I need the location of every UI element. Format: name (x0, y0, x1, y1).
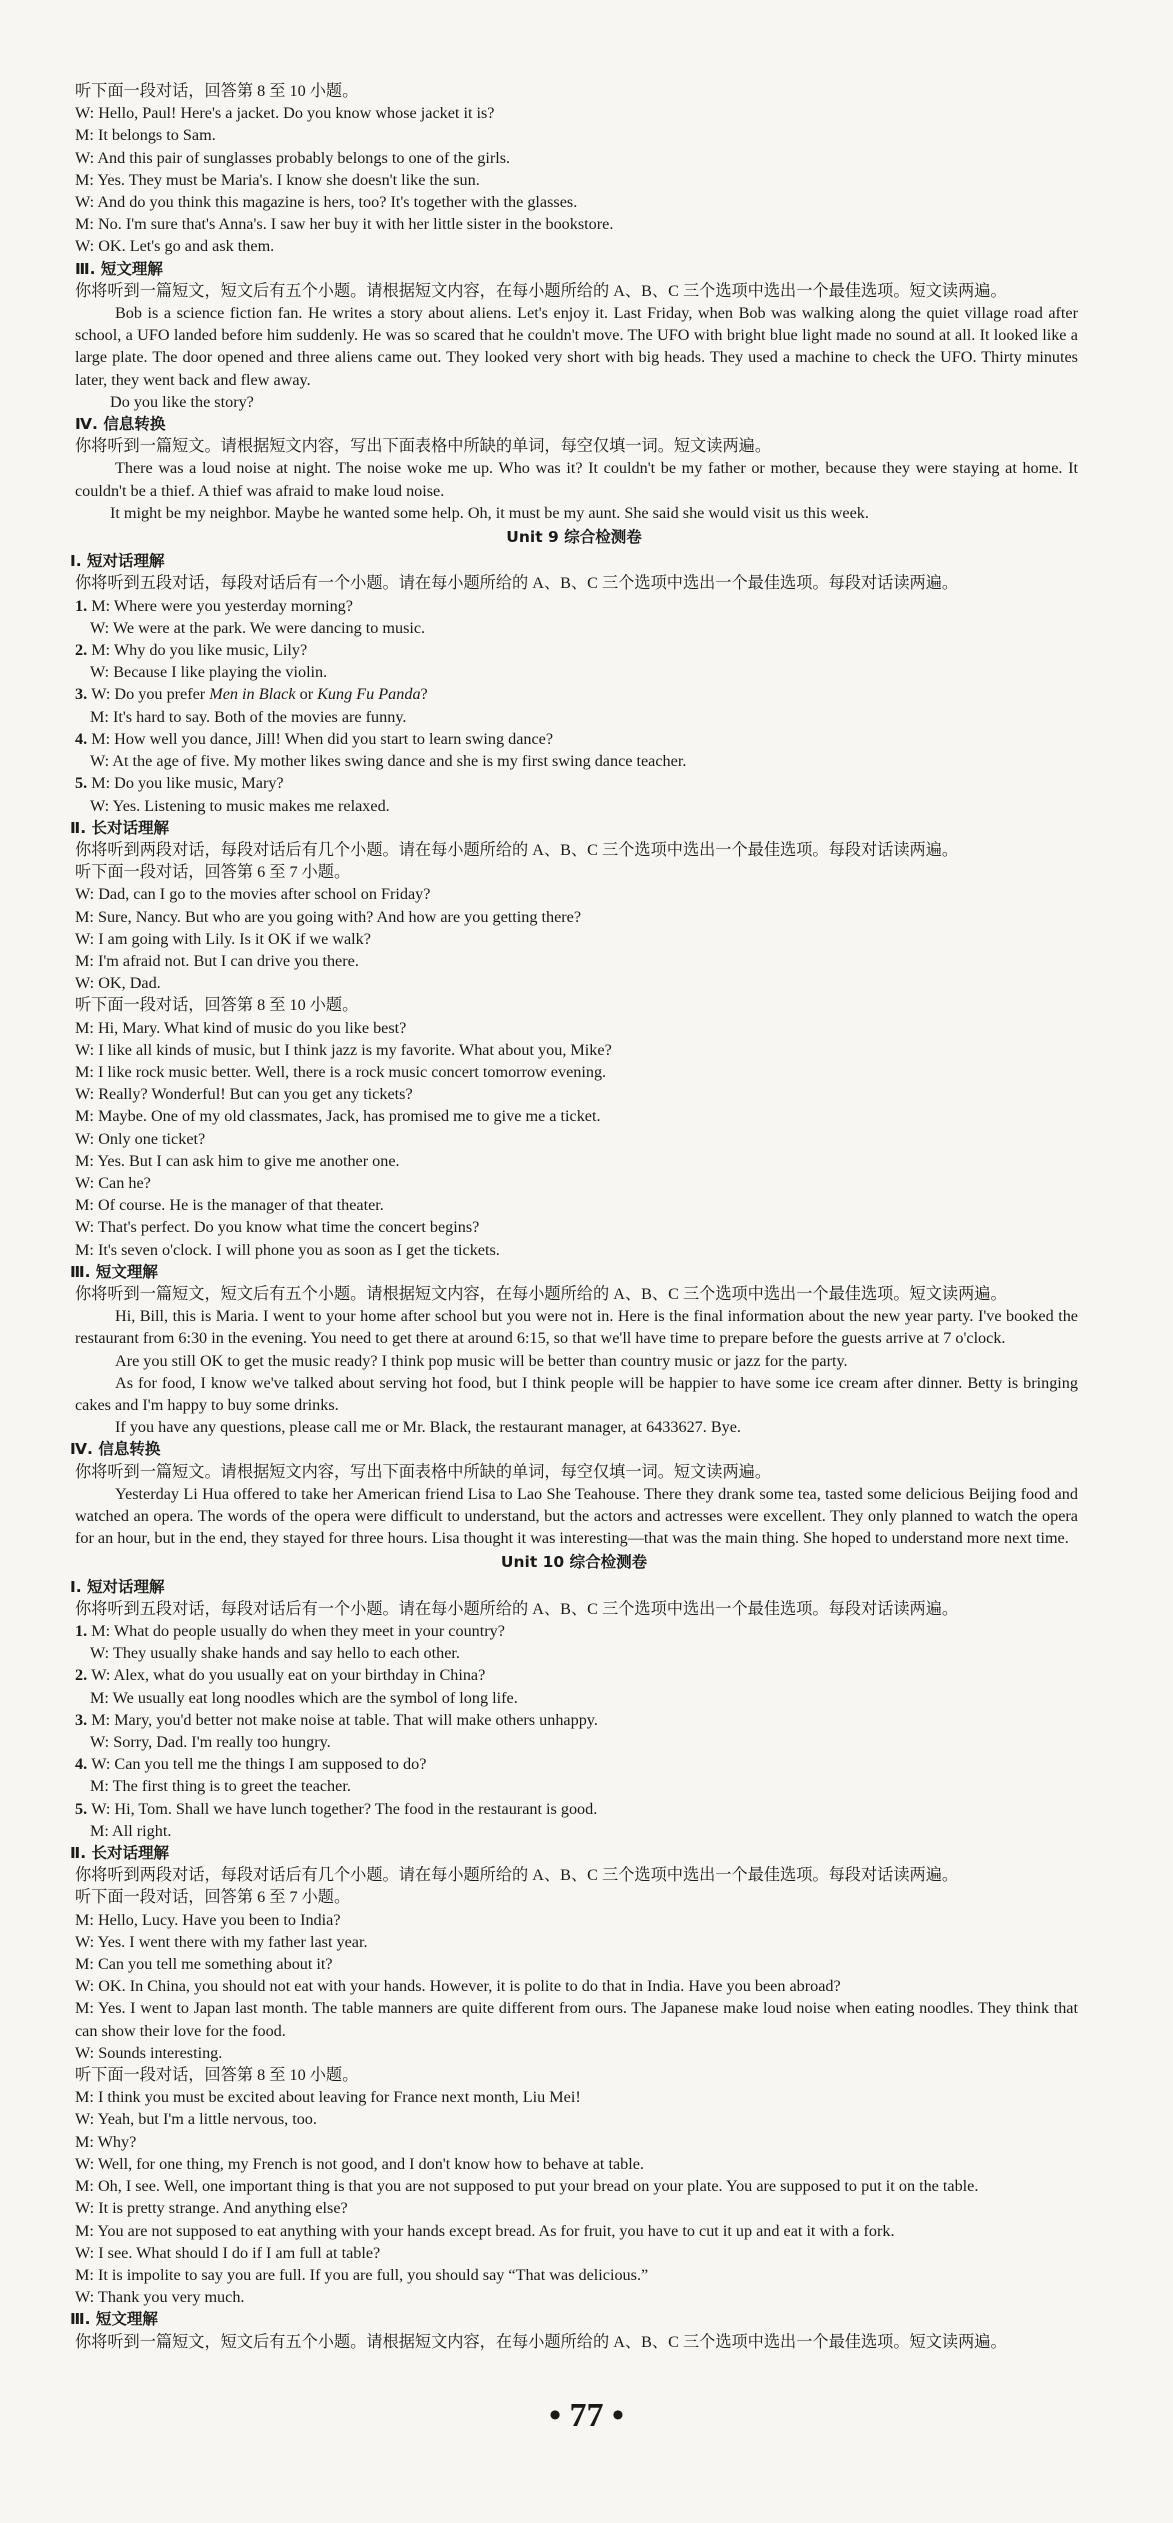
passage-paragraph: As for food, I know we've talked about serving hot food, but I think people will be happier to have some ice cream after dinner. Betty is bringing cakes and I'm happy to buy some drinks. (75, 1373, 1078, 1414)
dialogue-line: M: Of course. He is the manager of that theater. (75, 1196, 384, 1215)
dialogue-line: M: Yes. They must be Maria's. I know she doesn't like the sun. (75, 170, 480, 189)
dialogue-line: M: The first thing is to greet the teacher. (90, 1777, 351, 1796)
section-instruction: 你将听到一篇短文，短文后有五个小题。请根据短文内容，在每小题所给的 A、B、C 三个选项中选出一个最佳选项。短文读两遍。 (75, 1284, 1007, 1303)
dialogue-line: M: I'm afraid not. But I can drive you there. (75, 951, 359, 970)
question-item: 2. W: Alex, what do you usually eat on your birthday in China? (75, 1666, 486, 1685)
dialogue-line: M: It's seven o'clock. I will phone you as soon as I get the tickets. (75, 1240, 500, 1259)
dialogue-line: 听下面一段对话，回答第 6 至 7 小题。 (75, 863, 351, 882)
passage-paragraph: Do you like the story? (110, 392, 254, 411)
dialogue-line: W: It is pretty strange. And anything else? (75, 2199, 348, 2218)
section-instruction: 你将听到五段对话，每段对话后有一个小题。请在每小题所给的 A、B、C 三个选项中选出一个最佳选项。每段对话读两遍。 (75, 574, 959, 593)
dialogue-line: 听下面一段对话，回答第 6 至 7 小题。 (75, 1888, 351, 1907)
section-title: Ⅰ. 短对话理解 (70, 1577, 165, 1596)
dialogue-line: W: That's perfect. Do you know what time the concert begins? (75, 1218, 480, 1237)
section-title: Ⅲ. 短文理解 (70, 2310, 158, 2329)
dialogue-line: M: Hi, Mary. What kind of music do you like best? (75, 1018, 407, 1037)
unit-title: Unit 10 综合检测卷 (500, 1553, 648, 1572)
passage-paragraph: Hi, Bill, this is Maria. I went to your home after school but you were not in. Here is the final information about the new year party. I've booked the restaurant from 6:30 in the evening. You need to get there at around 6:15, so that we'll have time to prepare before the guests arrive at 7 o'clock. (75, 1307, 1078, 1348)
question-item: 1. M: What do people usually do when they meet in your country? (75, 1622, 505, 1641)
passage-paragraph: It might be my neighbor. Maybe he wanted some help. Oh, it must be my aunt. She said she would visit us this week. (110, 503, 869, 522)
section-title: Ⅲ. 短文理解 (75, 259, 163, 278)
dialogue-line: M: It is impolite to say you are full. If you are full, you should say “That was delicious.” (75, 2265, 649, 2284)
dialogue-line: M: I like rock music better. Well, there is a rock music concert tomorrow evening. (75, 1062, 607, 1081)
passage-paragraph: There was a loud noise at night. The noise woke me up. Who was it? It couldn't be my father or mother, because they were staying at home. It couldn't be a thief. A thief was afraid to make loud noise. (75, 459, 1078, 500)
dialogue-line: W: OK. Let's go and ask them. (75, 237, 275, 256)
section-instruction: 你将听到一篇短文。请根据短文内容，写出下面表格中所缺的单词，每空仅填一词。短文读两遍。 (75, 1462, 772, 1481)
dialogue-line: W: Really? Wonderful! But can you get any tickets? (75, 1085, 413, 1104)
dialogue-line: W: OK. In China, you should not eat with your hands. However, it is polite to do that in India. Have you been abroad? (75, 1977, 841, 1996)
dialogue-line: M: Oh, I see. Well, one important thing is that you are not supposed to put your bread on your plate. You are supposed to put it on the table. (75, 2177, 979, 2196)
passage-paragraph: Bob is a science fiction fan. He writes a story about aliens. Let's enjoy it. Last Friday, when Bob was walking along the quiet village road after school, a UFO landed before him suddenly. He was so scared that he couldn't move. The UFO with bright blue light made no sound at all. It looked like a large plate. The door opened and three aliens came out. They looked very short with big heads. They used a machine to check the UFO. Thirty minutes later, they went back and flew away. (75, 304, 1078, 389)
section-title: Ⅱ. 长对话理解 (70, 1844, 169, 1863)
passage-paragraph: Are you still OK to get the music ready? I think pop music will be better than country music or jazz for the party. (115, 1351, 848, 1370)
dialogue-line: W: Well, for one thing, my French is not good, and I don't know how to behave at table. (75, 2154, 644, 2173)
dialogue-line: M: Why? (75, 2132, 137, 2151)
section-instruction: 你将听到五段对话，每段对话后有一个小题。请在每小题所给的 A、B、C 三个选项中选出一个最佳选项。每段对话读两遍。 (75, 1599, 959, 1618)
section-instruction: 你将听到一篇短文，短文后有五个小题。请根据短文内容，在每小题所给的 A、B、C 三个选项中选出一个最佳选项。短文读两遍。 (75, 281, 1007, 300)
section-title: Ⅲ. 短文理解 (70, 1262, 158, 1281)
dialogue-line: M: You are not supposed to eat anything with your hands except bread. As for fruit, you have to cut it up and eat it with a fork. (75, 2221, 895, 2240)
question-item: 3. W: Do you prefer Men in Black or Kung Fu Panda? (75, 685, 428, 704)
dialogue-line: M: Hello, Lucy. Have you been to India? (75, 1910, 341, 1929)
dialogue-line: W: Hello, Paul! Here's a jacket. Do you know whose jacket it is? (75, 104, 495, 123)
section-instruction: 你将听到两段对话，每段对话后有几个小题。请在每小题所给的 A、B、C 三个选项中选出一个最佳选项。每段对话读两遍。 (75, 1866, 959, 1885)
question-item: 5. M: Do you like music, Mary? (75, 774, 284, 793)
dialogue-line: W: And do you think this magazine is hers, too? It's together with the glasses. (75, 193, 578, 212)
passage-paragraph: Yesterday Li Hua offered to take her American friend Lisa to Lao She Teahouse. There they drank some tea, tasted some delicious Beijing food and watched an opera. The words of the opera were difficult to understand, but the actors and actresses were excellent. They only planned to watch the opera for an hour, but in the end, they stayed for three hours. Lisa thought it was interesting—that was the main thing. She hoped to understand more next time. (75, 1484, 1078, 1548)
dialogue-line: M: Can you tell me something about it? (75, 1955, 333, 1974)
dialogue-line: M: I think you must be excited about leaving for France next month, Liu Mei! (75, 2088, 581, 2107)
dialogue-line: 听下面一段对话，回答第 8 至 10 小题。 (75, 2066, 359, 2085)
dialogue-line: M: No. I'm sure that's Anna's. I saw her buy it with her little sister in the bookstore. (75, 215, 614, 234)
dialogue-line: W: I like all kinds of music, but I think jazz is my favorite. What about you, Mike? (75, 1040, 612, 1059)
section-title: Ⅱ. 长对话理解 (70, 818, 169, 837)
dialogue-line: M: Sure, Nancy. But who are you going with? And how are you getting there? (75, 907, 582, 926)
question-item: 5. W: Hi, Tom. Shall we have lunch together? The food in the restaurant is good. (75, 1799, 598, 1818)
dialogue-line: W: Yes. I went there with my father last year. (75, 1932, 368, 1951)
section-title: Ⅰ. 短对话理解 (70, 552, 165, 571)
instruction-line: 听下面一段对话，回答第 8 至 10 小题。 (75, 82, 359, 100)
question-item: 4. M: How well you dance, Jill! When did you start to learn swing dance? (75, 729, 554, 748)
section-title: Ⅳ. 信息转换 (75, 415, 166, 434)
question-item: 1. M: Where were you yesterday morning? (75, 596, 353, 615)
question-item: 2. M: Why do you like music, Lily? (75, 641, 308, 660)
section-instruction: 你将听到一篇短文。请根据短文内容，写出下面表格中所缺的单词，每空仅填一词。短文读两遍。 (75, 437, 772, 456)
dialogue-line: W: Because I like playing the violin. (90, 663, 328, 682)
dialogue-line: W: At the age of five. My mother likes swing dance and she is my first swing dance teacher. (90, 752, 687, 771)
dialogue-line: 听下面一段对话，回答第 8 至 10 小题。 (75, 996, 359, 1015)
dialogue-line: W: Thank you very much. (75, 2288, 245, 2307)
dialogue-line: W: Only one ticket? (75, 1129, 206, 1148)
section-title: Ⅳ. 信息转换 (70, 1440, 161, 1459)
dialogue-line: W: We were at the park. We were dancing to music. (90, 618, 426, 637)
unit-title: Unit 9 综合检测卷 (506, 528, 642, 547)
dialogue-line: M: We usually eat long noodles which are the symbol of long life. (90, 1688, 518, 1707)
dialogue-line: M: Yes. I went to Japan last month. The table manners are quite different from ours. The Japanese make loud noise when eating noodles. They think that can show their love for the food. (75, 1999, 1078, 2040)
movie-title: Kung Fu Panda (317, 685, 421, 704)
dialogue-line: M: Maybe. One of my old classmates, Jack, has promised me to give me a ticket. (75, 1107, 601, 1126)
movie-title: Men in Black (209, 685, 296, 704)
dialogue-line: W: Sorry, Dad. I'm really too hungry. (90, 1733, 331, 1752)
dialogue-line: W: They usually shake hands and say hello to each other. (90, 1644, 460, 1663)
dialogue-line: W: Yes. Listening to music makes me relaxed. (90, 796, 390, 815)
dialogue-line: M: It's hard to say. Both of the movies are funny. (90, 707, 407, 726)
section-instruction: 你将听到一篇短文，短文后有五个小题。请根据短文内容，在每小题所给的 A、B、C 三个选项中选出一个最佳选项。短文读两遍。 (75, 2332, 1007, 2351)
page-number: • 77 • (549, 2397, 624, 2434)
dialogue-line: W: Can he? (75, 1173, 151, 1192)
dialogue-line: M: All right. (90, 1821, 172, 1840)
dialogue-line: W: I am going with Lily. Is it OK if we walk? (75, 929, 371, 948)
passage-paragraph: If you have any questions, please call me or Mr. Black, the restaurant manager, at 6433627. Bye. (115, 1418, 741, 1437)
dialogue-line: W: Sounds interesting. (75, 2043, 223, 2062)
dialogue-line: W: Dad, can I go to the movies after school on Friday? (75, 885, 431, 904)
dialogue-line: W: Yeah, but I'm a little nervous, too. (75, 2110, 317, 2129)
question-item: 3. M: Mary, you'd better not make noise at table. That will make others unhappy. (75, 1710, 598, 1729)
dialogue-line: W: OK, Dad. (75, 974, 161, 993)
dialogue-line: M: Yes. But I can ask him to give me another one. (75, 1151, 400, 1170)
section-instruction: 你将听到两段对话，每段对话后有几个小题。请在每小题所给的 A、B、C 三个选项中选出一个最佳选项。每段对话读两遍。 (75, 840, 959, 859)
dialogue-line: W: And this pair of sunglasses probably belongs to one of the girls. (75, 148, 511, 167)
dialogue-line: M: It belongs to Sam. (75, 126, 216, 145)
question-item: 4. W: Can you tell me the things I am supposed to do? (75, 1755, 427, 1774)
dialogue-line: W: I see. What should I do if I am full at table? (75, 2243, 381, 2262)
